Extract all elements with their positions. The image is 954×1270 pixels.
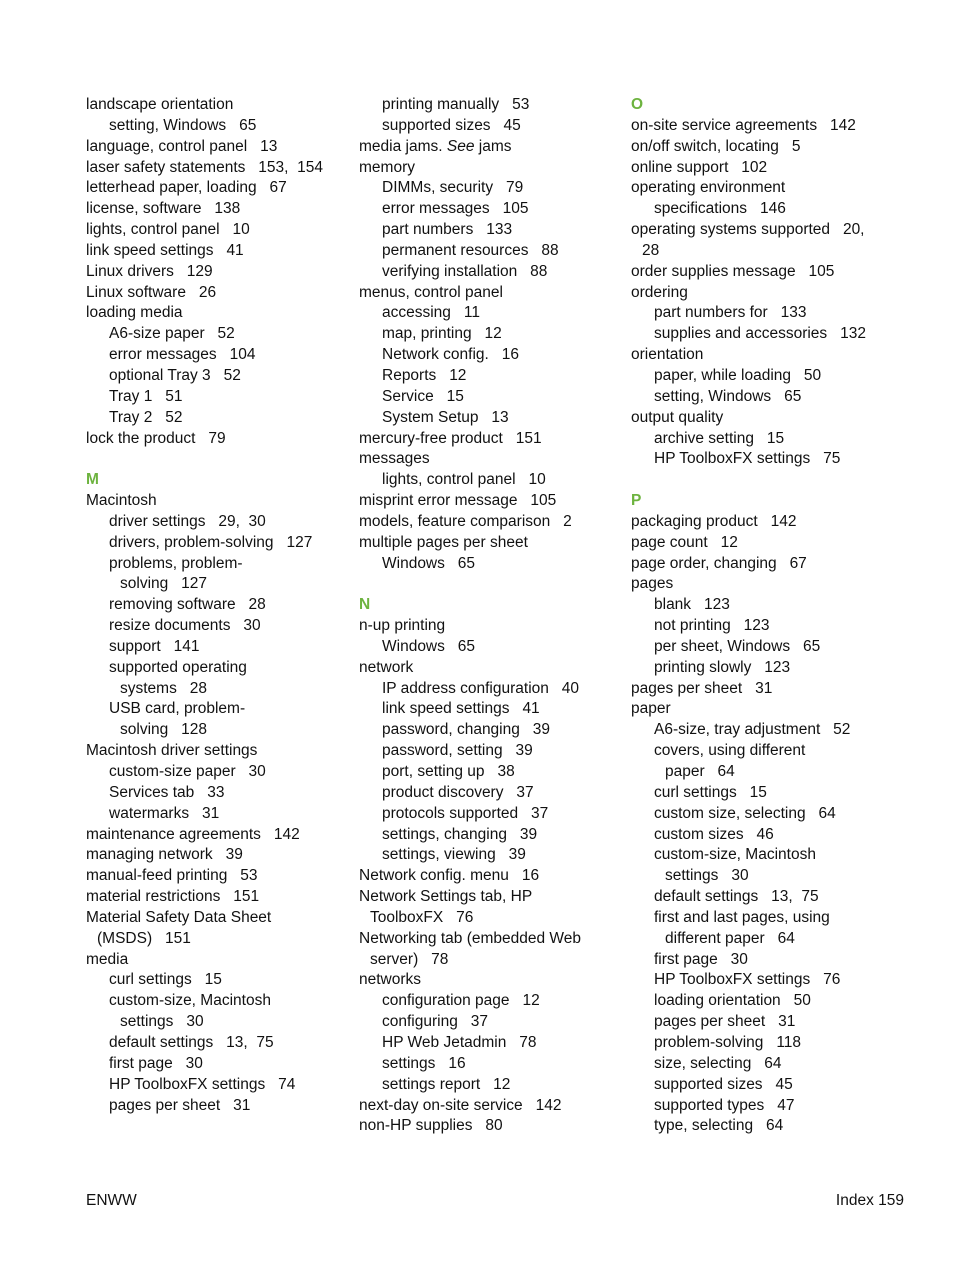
index-column-1 (86, 95, 348, 1116)
index-subentry: problem-solving 118 (654, 1033, 802, 1051)
index-entry: server) 78 (370, 950, 449, 968)
index-subentry: solving 128 (120, 721, 208, 739)
footer-left: ENWW (86, 1192, 137, 1209)
index-subentry: USB card, problem- (109, 700, 246, 718)
index-subentry: driver settings 29, 30 (109, 512, 266, 530)
index-subentry: accessing 11 (382, 304, 480, 322)
index-entry: page order, changing 67 (631, 554, 807, 572)
index-subentry: supported operating (109, 658, 247, 676)
see-reference: See (446, 137, 475, 155)
section-gap (359, 574, 621, 595)
index-entry: on/off switch, locating 5 (631, 137, 801, 155)
index-entry: operating environment (631, 179, 786, 197)
index-subentry: printing slowly 123 (654, 658, 791, 676)
footer-page-number: Index 159 (835, 1192, 904, 1209)
index-subentry: systems 28 (120, 679, 207, 697)
index-subentry: covers, using different (654, 742, 806, 760)
index-entry: Material Safety Data Sheet (86, 908, 272, 926)
index-column-3 (631, 95, 893, 1137)
index-subentry: per sheet, Windows 65 (654, 637, 821, 655)
index-subentry: curl settings 15 (654, 783, 767, 801)
index-entry: online support 102 (631, 158, 768, 176)
index-subentry: paper 64 (665, 763, 735, 780)
index-subentry: link speed settings 41 (382, 700, 540, 718)
see-target: jams (474, 137, 512, 155)
index-subentry: custom size, selecting 64 (654, 804, 836, 822)
index-entry: Macintosh driver settings (86, 742, 258, 760)
index-entry: manual-feed printing 53 (86, 867, 258, 885)
index-subentry: default settings 13, 75 (109, 1033, 274, 1051)
index-subentry: HP Web Jetadmin 78 (382, 1033, 537, 1051)
index-subentry: DIMMs, security 79 (382, 179, 524, 197)
index-entry: operating systems supported 20, (631, 221, 865, 239)
index-entry: 28 (642, 241, 660, 259)
index-entry: letterhead paper, loading 67 (86, 179, 287, 197)
index-subentry: password, changing 39 (382, 721, 551, 739)
index-entry: on-site service agreements 142 (631, 116, 856, 134)
index-entry: ordering (631, 283, 688, 301)
index-subentry: type, selecting 64 (654, 1117, 784, 1135)
index-entry: packaging product 142 (631, 512, 797, 530)
index-entry-text: media jams. (359, 137, 447, 155)
index-entry: order supplies message 105 (631, 262, 835, 280)
index-subentry: Tray 2 52 (109, 408, 183, 426)
index-subentry: Network config. 16 (382, 346, 519, 364)
index-entry: non-HP supplies 80 (359, 1117, 503, 1135)
index-section-letter: M (86, 471, 99, 489)
index-subentry: first page 30 (109, 1054, 203, 1072)
index-subentry: custom-size, Macintosh (109, 992, 271, 1010)
index-entry: license, software 138 (86, 200, 241, 218)
index-entry: pages (631, 575, 674, 593)
index-subentry: HP ToolboxFX settings 76 (654, 971, 841, 989)
index-entry: mercury-free product 151 (359, 429, 542, 447)
index-subentry: configuring 37 (382, 1013, 488, 1031)
index-subentry: custom-size, Macintosh (654, 846, 816, 864)
index-subentry: Service 15 (382, 387, 464, 405)
index-subentry: configuration page 12 (382, 992, 540, 1010)
index-subentry: paper, while loading 50 (654, 366, 822, 384)
index-subentry: supported sizes 45 (654, 1075, 793, 1093)
section-gap (631, 470, 893, 491)
index-subentry: part numbers for 133 (654, 304, 807, 322)
index-subentry: error messages 105 (382, 200, 529, 218)
index-entry: memory (359, 158, 415, 176)
index-subentry: supported types 47 (654, 1096, 795, 1114)
index-subentry: IP address configuration 40 (382, 679, 580, 697)
index-subentry: loading orientation 50 (654, 992, 811, 1010)
index-entry: lock the product 79 (86, 429, 226, 447)
index-subentry: product discovery 37 (382, 783, 534, 801)
index-subentry: first page 30 (654, 950, 748, 968)
index-subentry: pages per sheet 31 (654, 1013, 796, 1031)
index-subentry: solving 127 (120, 575, 208, 593)
index-subentry: removing software 28 (109, 596, 266, 614)
index-subentry: optional Tray 3 52 (109, 366, 241, 384)
index-subentry: first and last pages, using (654, 908, 830, 926)
index-subentry: custom sizes 46 (654, 825, 774, 843)
section-gap (86, 449, 348, 470)
index-subentry: supplies and accessories 132 (654, 325, 866, 343)
index-subentry: port, setting up 38 (382, 763, 515, 780)
index-entry: paper (631, 700, 671, 718)
index-entry: media (86, 950, 129, 968)
index-entry: landscape orientation (86, 96, 234, 113)
index-entry: Linux drivers 129 (86, 262, 213, 280)
index-section-letter: O (631, 96, 644, 113)
index-column-2 (359, 95, 621, 1137)
index-subentry: supported sizes 45 (382, 116, 521, 134)
index-entry: n-up printing (359, 617, 446, 635)
index-entry: messages (359, 450, 430, 468)
index-subentry: permanent resources 88 (382, 241, 559, 259)
index-subentry: settings, changing 39 (382, 825, 538, 843)
index-entry: models, feature comparison 2 (359, 512, 572, 530)
index-entry: Network config. menu 16 (359, 867, 540, 885)
index-entry (359, 137, 621, 158)
index-subentry: archive setting 15 (654, 429, 785, 447)
index-entry: link speed settings 41 (86, 241, 244, 259)
index-subentry: System Setup 13 (382, 408, 509, 426)
index-subentry: Windows 65 (382, 637, 476, 655)
index-subentry: settings 30 (665, 867, 749, 885)
index-entry: loading media (86, 304, 183, 322)
index-subentry: Services tab 33 (109, 783, 225, 801)
index-subentry: printing manually 53 (382, 96, 530, 113)
index-subentry: not printing 123 (654, 617, 770, 635)
index-entry: Network Settings tab, HP (359, 888, 533, 906)
index-subentry: part numbers 133 (382, 221, 513, 239)
index-entry: pages per sheet 31 (631, 679, 773, 697)
index-subentry: lights, control panel 10 (382, 471, 546, 489)
index-subentry: watermarks 31 (109, 804, 220, 822)
index-subentry: settings 16 (382, 1054, 466, 1072)
index-subentry: settings report 12 (382, 1075, 511, 1093)
index-subentry: blank 123 (654, 596, 730, 614)
index-subentry: verifying installation 88 (382, 262, 548, 280)
index-subentry: setting, Windows 65 (654, 387, 802, 405)
index-entry: networks (359, 971, 422, 989)
index-subentry: curl settings 15 (109, 971, 222, 989)
index-subentry: A6-size, tray adjustment 52 (654, 721, 851, 739)
index-subentry: setting, Windows 65 (109, 116, 257, 134)
index-entry: laser safety statements 153, 154 (86, 158, 323, 176)
index-entry: menus, control panel (359, 283, 503, 301)
index-subentry: protocols supported 37 (382, 804, 549, 822)
index-entry: lights, control panel 10 (86, 221, 250, 239)
index-subentry: custom-size paper 30 (109, 763, 266, 780)
index-entry: Linux software 26 (86, 283, 217, 301)
index-entry: misprint error message 105 (359, 492, 557, 510)
index-subentry: specifications 146 (654, 200, 786, 218)
index-subentry: settings, viewing 39 (382, 846, 526, 864)
index-entry: multiple pages per sheet (359, 533, 528, 551)
index-subentry: support 141 (109, 637, 200, 655)
index-subentry: settings 30 (120, 1013, 204, 1031)
index-entry: managing network 39 (86, 846, 243, 864)
index-section-letter: P (631, 492, 642, 510)
index-entry: output quality (631, 408, 724, 426)
index-subentry: resize documents 30 (109, 617, 261, 635)
index-entry: language, control panel 13 (86, 137, 278, 155)
index-subentry: Reports 12 (382, 366, 467, 384)
index-entry: material restrictions 151 (86, 888, 260, 906)
index-entry: ToolboxFX 76 (370, 908, 474, 926)
index-entry: Networking tab (embedded Web (359, 929, 582, 947)
index-subentry: A6-size paper 52 (109, 325, 235, 343)
index-subentry: error messages 104 (109, 346, 256, 364)
index-entry: (MSDS) 151 (97, 929, 191, 947)
index-subentry: password, setting 39 (382, 742, 533, 760)
index-entry: orientation (631, 346, 704, 364)
index-entry: Macintosh (86, 492, 157, 510)
index-subentry: problems, problem- (109, 554, 243, 572)
index-subentry: default settings 13, 75 (654, 888, 819, 906)
index-subentry: map, printing 12 (382, 325, 502, 343)
index-entry: page count 12 (631, 533, 738, 551)
index-subentry: pages per sheet 31 (109, 1096, 251, 1114)
index-subentry: HP ToolboxFX settings 74 (109, 1075, 296, 1093)
index-subentry: drivers, problem-solving 127 (109, 533, 313, 551)
index-section-letter: N (359, 596, 371, 614)
index-subentry: size, selecting 64 (654, 1054, 782, 1072)
index-entry: network (359, 658, 414, 676)
index-subentry: HP ToolboxFX settings 75 (654, 450, 841, 468)
index-entry: next-day on-site service 142 (359, 1096, 562, 1114)
index-entry: maintenance agreements 142 (86, 825, 300, 843)
index-subentry: Windows 65 (382, 554, 476, 572)
index-subentry: different paper 64 (665, 929, 795, 947)
index-subentry: Tray 1 51 (109, 387, 183, 405)
